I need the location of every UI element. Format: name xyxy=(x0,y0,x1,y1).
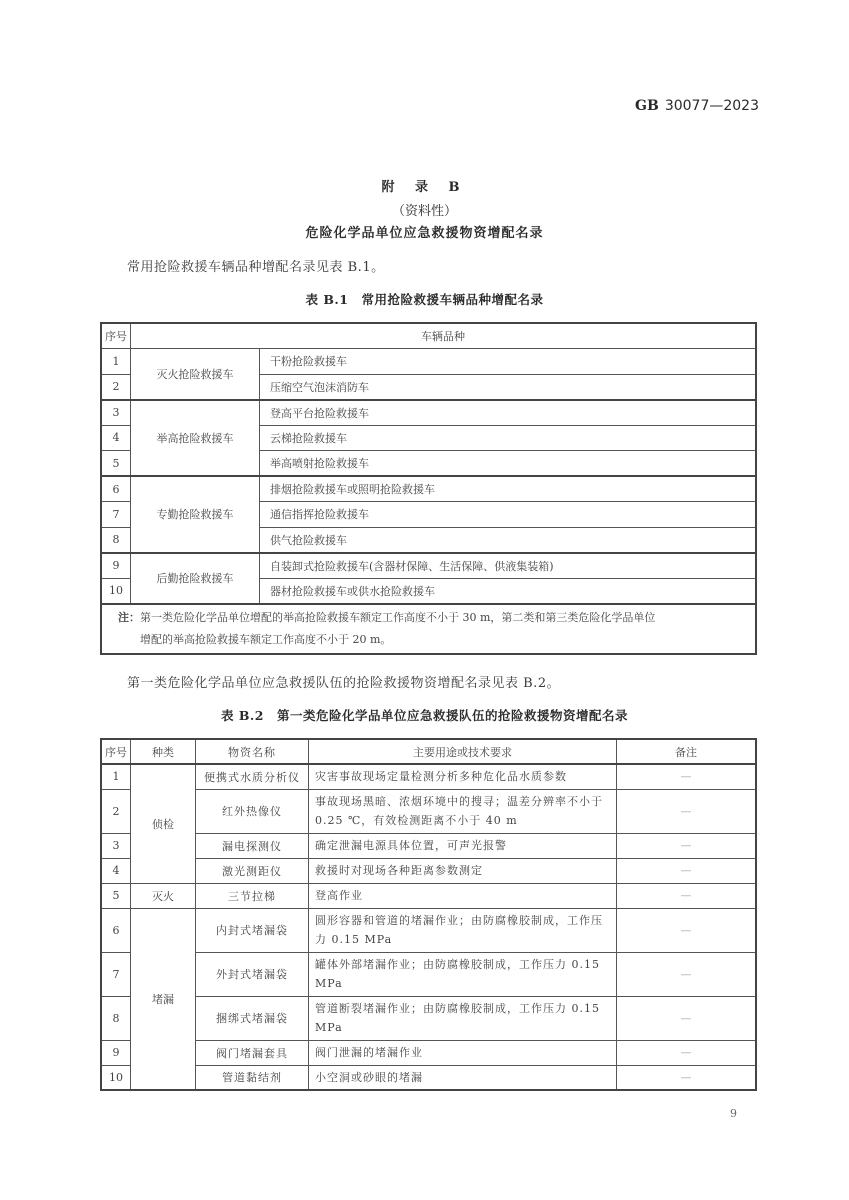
row-number: 5 xyxy=(101,883,131,908)
vehicle-variety: 通信指挥抢险救援车 xyxy=(260,502,757,528)
supply-kind: 侦检 xyxy=(131,764,196,883)
intro-paragraph-1: 常用抢险救援车辆品种增配名录见表 B.1。 xyxy=(127,260,385,275)
row-number: 4 xyxy=(101,425,131,451)
supply-description: 灾害事故现场定量检测分析多种危化品水质参数 xyxy=(309,764,617,789)
table-vehicles xyxy=(100,322,757,655)
supply-kind: 堵漏 xyxy=(131,908,196,1090)
table-row xyxy=(101,908,756,952)
note-label: 注： xyxy=(118,610,140,624)
supply-name: 外封式堵漏袋 xyxy=(196,952,309,996)
vehicle-variety: 登高平台抢险救援车 xyxy=(260,400,757,426)
table-row xyxy=(101,1065,756,1090)
supply-remark: — xyxy=(617,789,757,833)
table-row xyxy=(101,1040,756,1065)
vehicle-variety: 供气抢险救援车 xyxy=(260,527,757,553)
vehicle-variety: 自装卸式抢险救援车(含器材保障、生活保障、供液集装箱) xyxy=(260,553,757,579)
vehicle-variety: 举高喷射抢险救援车 xyxy=(260,451,757,477)
row-number: 9 xyxy=(101,1040,131,1065)
table-row xyxy=(101,349,756,375)
supply-description: 罐体外部堵漏作业；由防腐橡胶制成，工作压力 0.15 MPa xyxy=(309,952,617,996)
table2-header-row xyxy=(101,739,756,764)
table-supplies xyxy=(100,738,757,1091)
note-line-2: 增配的举高抢险救援车额定工作高度不小于 20 m。 xyxy=(140,632,392,646)
row-number: 8 xyxy=(101,527,131,553)
supply-description: 管道断裂堵漏作业；由防腐橡胶制成，工作压力 0.15 MPa xyxy=(309,996,617,1040)
vehicle-variety: 压缩空气泡沫消防车 xyxy=(260,374,757,400)
table-row xyxy=(101,400,756,426)
row-number: 1 xyxy=(101,349,131,375)
table-row xyxy=(101,858,756,883)
table-row xyxy=(101,789,756,833)
table2-caption: 表 B.2 第一类危险化学品单位应急救援队伍的抢险救援物资增配名录 xyxy=(221,708,628,723)
supply-description: 小空洞或砂眼的堵漏 xyxy=(309,1065,617,1090)
row-number: 10 xyxy=(101,1065,131,1090)
supply-remark: — xyxy=(617,1065,757,1090)
supply-description: 救援时对现场各种距离参数测定 xyxy=(309,858,617,883)
appendix-type: （资料性） xyxy=(391,204,457,219)
standard-number: 30077—2023 xyxy=(664,98,759,114)
supply-description: 事故现场黑暗、浓烟环境中的搜寻；温差分辨率不小于 0.25 ℃，有效检测距离不小于 40 m xyxy=(309,789,617,833)
row-number: 4 xyxy=(101,858,131,883)
supply-remark: — xyxy=(617,952,757,996)
supply-remark: — xyxy=(617,883,757,908)
row-number: 6 xyxy=(101,908,131,952)
supply-description: 确定泄漏电源具体位置，可声光报警 xyxy=(309,833,617,858)
supply-remark: — xyxy=(617,996,757,1040)
supply-description: 阀门泄漏的堵漏作业 xyxy=(309,1040,617,1065)
row-number: 6 xyxy=(101,476,131,502)
row-number: 10 xyxy=(101,578,131,604)
standard-code xyxy=(0,98,759,114)
table1-note-row xyxy=(101,604,756,654)
vehicle-variety: 云梯抢险救援车 xyxy=(260,425,757,451)
vehicle-variety: 干粉抢险救援车 xyxy=(260,349,757,375)
table1-header-row xyxy=(101,323,756,349)
header-variety: 车辆品种 xyxy=(131,323,757,349)
row-number: 1 xyxy=(101,764,131,789)
table1-caption: 表 B.1 常用抢险救援车辆品种增配名录 xyxy=(305,292,544,307)
supply-name: 管道黏结剂 xyxy=(196,1065,309,1090)
vehicle-category: 举高抢险救援车 xyxy=(131,400,260,477)
supply-remark: — xyxy=(617,858,757,883)
supply-name: 激光测距仪 xyxy=(196,858,309,883)
row-number: 2 xyxy=(101,789,131,833)
table-row xyxy=(101,553,756,579)
table-row xyxy=(101,952,756,996)
page-number: 9 xyxy=(730,1107,737,1120)
row-number: 7 xyxy=(101,952,131,996)
row-number: 3 xyxy=(101,833,131,858)
table-row xyxy=(101,883,756,908)
vehicle-variety: 排烟抢险救援车或照明抢险救援车 xyxy=(260,476,757,502)
table-row xyxy=(101,476,756,502)
supply-name: 内封式堵漏袋 xyxy=(196,908,309,952)
supply-remark: — xyxy=(617,1040,757,1065)
header-num: 序号 xyxy=(101,739,131,764)
supply-description: 登高作业 xyxy=(309,883,617,908)
table-row xyxy=(101,764,756,789)
supply-name: 红外热像仪 xyxy=(196,789,309,833)
row-number: 3 xyxy=(101,400,131,426)
vehicle-category: 灭火抢险救援车 xyxy=(131,349,260,400)
supply-name: 阀门堵漏套具 xyxy=(196,1040,309,1065)
table1-note xyxy=(101,604,756,654)
row-number: 8 xyxy=(101,996,131,1040)
row-number: 7 xyxy=(101,502,131,528)
supply-remark: — xyxy=(617,833,757,858)
table-row xyxy=(101,833,756,858)
supply-remark: — xyxy=(617,908,757,952)
header-description: 主要用途或技术要求 xyxy=(309,739,617,764)
supply-name: 漏电探测仪 xyxy=(196,833,309,858)
row-number: 5 xyxy=(101,451,131,477)
row-number: 2 xyxy=(101,374,131,400)
note-line-1: 第一类危险化学品单位增配的举高抢险救援车额定工作高度不小于 30 m，第二类和第三类危险化学品单位 xyxy=(140,610,656,624)
appendix-label: 附 录 B xyxy=(381,180,468,195)
standard-prefix: GB xyxy=(635,98,659,114)
supply-name: 三节拉梯 xyxy=(196,883,309,908)
intro-paragraph-2: 第一类危险化学品单位应急救援队伍的抢险救援物资增配名录见表 B.2。 xyxy=(127,676,561,691)
supply-description: 圆形容器和管道的堵漏作业；由防腐橡胶制成，工作压力 0.15 MPa xyxy=(309,908,617,952)
supply-name: 便携式水质分析仪 xyxy=(196,764,309,789)
vehicle-category: 后勤抢险救援车 xyxy=(131,553,260,604)
header-kind: 种类 xyxy=(131,739,196,764)
header-name: 物资名称 xyxy=(196,739,309,764)
supply-remark: — xyxy=(617,764,757,789)
vehicle-variety: 器材抢险救援车或供水抢险救援车 xyxy=(260,578,757,604)
row-number: 9 xyxy=(101,553,131,579)
supply-kind: 灭火 xyxy=(131,883,196,908)
vehicle-category: 专勤抢险救援车 xyxy=(131,476,260,553)
table-row xyxy=(101,996,756,1040)
header-remark: 备注 xyxy=(617,739,757,764)
supply-name: 捆绑式堵漏袋 xyxy=(196,996,309,1040)
appendix-title: 危险化学品单位应急救援物资增配名录 xyxy=(305,226,544,241)
header-num: 序号 xyxy=(101,323,131,349)
